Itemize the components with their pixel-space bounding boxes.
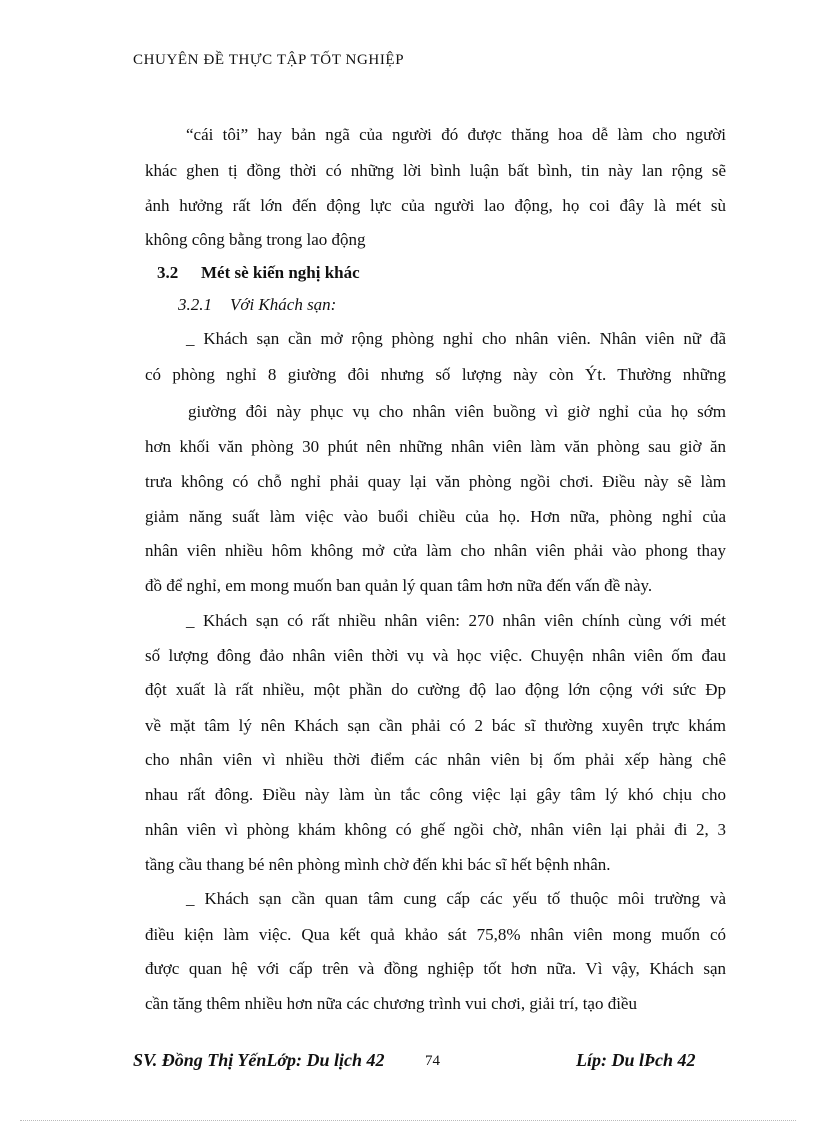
document-header: CHUYÊN ĐỀ THỰC TẬP TỐT NGHIỆP [133, 52, 405, 68]
paragraph-line: ảnh hưởng rất lớn đến động lực của người lao động, họ coi đây là mét sù [145, 196, 726, 215]
paragraph-line: giảm năng suất làm việc vào buổi chiều của họ. Hơn nữa, phòng nghỉ của [145, 507, 726, 526]
paragraph-line: _ Khách sạn cần quan tâm cung cấp các yếu tố thuộc môi trường và [186, 889, 726, 908]
paragraph-line: được quan hệ với cấp trên và đồng nghiệp tốt hơn nữa. Vì vậy, Khách sạn [145, 959, 726, 978]
paragraph-line: _ Khách sạn có rất nhiều nhân viên: 270 nhân viên chính cùng với mét [186, 611, 726, 630]
page-number: 74 [425, 1053, 440, 1069]
subsection-heading [178, 295, 336, 315]
section-number: 3.2 [157, 263, 179, 282]
paragraph-line: nhân viên vì phòng khám không có ghế ngồi chờ, nhân viên lại phải đi 2, 3 [145, 820, 726, 839]
section-title: Mét sè kiến nghị khác [201, 263, 360, 282]
paragraph-line: nhân viên nhiều hôm không mở cửa làm cho nhân viên phải vào phong thay [145, 541, 726, 560]
paragraph-line: cho nhân viên vì nhiều thời điểm các nhân viên bị ốm phải xếp hàng chê [145, 750, 726, 769]
footer-student: SV. Đồng Thị YếnLớp: Du lịch 42 [133, 1050, 385, 1070]
paragraph-line: đồ để nghỉ, em mong muốn ban quản lý quan tâm hơn nữa đến vấn đề này. [145, 576, 653, 595]
section-heading [157, 263, 360, 283]
paragraph-line: nhau rất đông. Điều này làm ùn tắc công việc lại gây tâm lý khó chịu cho [145, 785, 726, 804]
paragraph-line: không công bằng trong lao động [145, 230, 366, 249]
paragraph-line: hơn khối văn phòng 30 phút nên những nhân viên làm văn phòng sau giờ ăn [145, 437, 726, 456]
subsection-number: 3.2.1 [178, 295, 212, 314]
paragraph-line: khác ghen tị đồng thời có những lời bình luận bất bình, tin này lan rộng sẽ [145, 161, 726, 180]
paragraph-line: đột xuất là rất nhiều, một phần do cường độ lao động lớn cộng với sức Đp [145, 680, 726, 699]
paragraph-line: cần tăng thêm nhiều hơn nữa các chương trình vui chơi, giải trí, tạo điều [145, 994, 637, 1013]
paragraph-line: số lượng đông đảo nhân viên thời vụ và học việc. Chuyện nhân viên ốm đau [145, 646, 726, 665]
paragraph-line: điều kiện làm việc. Qua kết quả khảo sát 75,8% nhân viên mong muốn có [145, 925, 726, 944]
footer-class: Líp: Du lÞch 42 [576, 1050, 696, 1070]
paragraph-line: về mặt tâm lý nên Khách sạn cần phải có 2 bác sĩ thường xuyên trực khám [145, 716, 726, 735]
paragraph-line: giường đôi này phục vụ cho nhân viên buồng vì giờ nghỉ của họ sớm [188, 402, 726, 421]
paragraph-line: tầng cầu thang bé nên phòng mình chờ đến khi bác sĩ hết bệnh nhân. [145, 855, 611, 874]
paragraph-line: _ Khách sạn cần mở rộng phòng nghỉ cho nhân viên. Nhân viên nữ đã [186, 329, 726, 348]
paragraph-line: trưa không có chỗ nghỉ phải quay lại văn phòng ngồi chơi. Điều này sẽ làm [145, 472, 726, 491]
page-bottom-divider [20, 1120, 796, 1121]
paragraph-line: có phòng nghỉ 8 giường đôi nhưng số lượng này còn Ýt. Thường những [145, 365, 726, 384]
subsection-title: Với Khách sạn: [230, 295, 337, 314]
paragraph-line: “cái tôi” hay bản ngã của người đó được thăng hoa dễ làm cho người [186, 125, 726, 144]
